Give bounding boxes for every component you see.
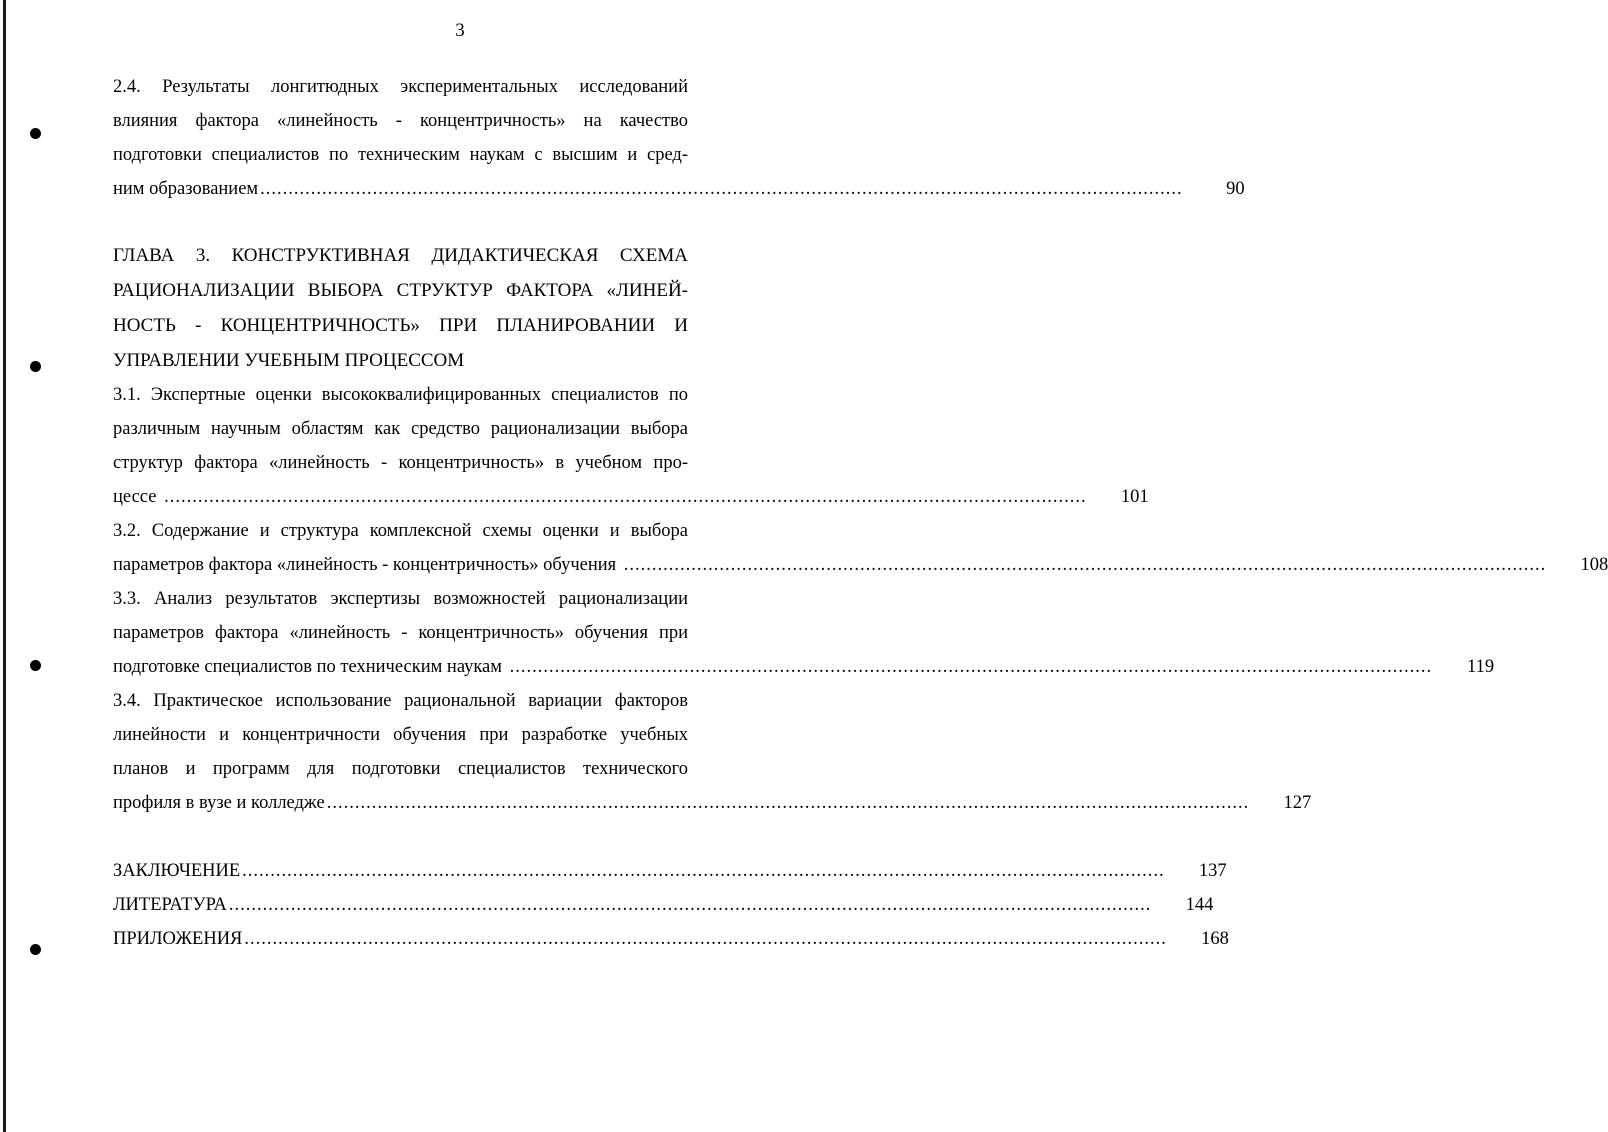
toc-line: параметров фактора «линейность - концентричность» обучения при [113,623,688,643]
toc-line: ЗАКЛЮЧЕНИЕ [113,861,241,881]
toc-line: 3.4. Практическое использование рациональной вариации факторов [113,691,688,711]
toc-entry-literature [113,888,1214,922]
toc-line: профиля в вузе и колледже [113,793,325,813]
dot-leader: .................................................................................................................................................................... [158,487,1087,507]
toc-line: подготовке специалистов по техническим наукам [113,657,502,677]
toc-line: 3.2. Содержание и структура комплексной схемы оценки и выбора [113,521,688,541]
toc-page-number: 119 [1467,657,1495,677]
hole-punch-mark [30,944,41,955]
toc-line: параметров фактора «линейность - концентричность» обучения [113,555,617,575]
toc-entry-conclusion [113,854,1227,888]
hole-punch-mark [30,660,41,671]
chapter-line: ГЛАВА 3. КОНСТРУКТИВНАЯ ДИДАКТИЧЕСКАЯ СХЕМА [113,245,688,266]
dot-leader: .................................................................................................................................................................... [244,929,1167,949]
toc-line: линейности и концентричности обучения при разработке учебных [113,725,688,745]
toc-line: планов и программ для подготовки специалистов технического [113,759,688,779]
toc-line: подготовки специалистов по техническим наукам с высшим и сред- [113,145,688,165]
hole-punch-mark [30,361,41,372]
page-number: 3 [455,20,465,41]
toc-line: ПРИЛОЖЕНИЯ [113,929,243,949]
toc-line: 3.1. Экспертные оценки высококвалифицированных специалистов по [113,385,688,405]
dot-leader: .................................................................................................................................................................... [326,793,1250,813]
dot-leader: .................................................................................................................................................................... [228,895,1152,915]
toc-entry-appendices [113,922,1229,956]
toc-entry-3-4 [113,684,1312,820]
toc-entry-3-3 [113,582,1495,684]
hole-punch-mark [30,128,41,139]
toc-entry-3-2 [113,514,1608,582]
toc-line: различным научным областям как средство рационализации выбора [113,419,688,439]
chapter-line: УПРАВЛЕНИИ УЧЕБНЫМ ПРОЦЕССОМ [113,350,465,371]
toc-line: 3.3. Анализ результатов экспертизы возможностей рационализации [113,589,688,609]
toc-page-number: 90 [1226,179,1245,199]
chapter-heading [113,238,728,378]
scan-border [3,0,6,1132]
toc-page-number: 144 [1185,895,1214,915]
table-of-contents [113,70,1608,956]
toc-line: 2.4. Результаты лонгитюдных экспериментальных исследований [113,77,688,97]
chapter-line: РАЦИОНАЛИЗАЦИИ ВЫБОРА СТРУКТУР ФАКТОРА «ЛИНЕЙ- [113,280,688,301]
toc-entry-2-4 [113,70,1245,206]
dot-leader: .................................................................................................................................................................... [242,861,1165,881]
toc-line: ЛИТЕРАТУРА [113,895,227,915]
toc-line: ним образованием [113,179,259,199]
dot-leader: .................................................................................................................................................................... [260,179,1183,199]
toc-page-number: 101 [1120,487,1149,507]
toc-line: цессе [113,487,157,507]
toc-page-number: 137 [1198,861,1227,881]
toc-page-number: 168 [1201,929,1229,949]
dot-leader: .................................................................................................................................................................... [503,657,1433,677]
toc-entry-3-1 [113,378,1149,514]
toc-line: структур фактора «линейность - концентричность» в учебном про- [113,453,688,473]
chapter-line: НОСТЬ - КОНЦЕНТРИЧНОСТЬ» ПРИ ПЛАНИРОВАНИИ И [113,315,688,336]
toc-page-number: 108 [1580,555,1608,575]
toc-line: влияния фактора «линейность - концентричность» на качество [113,111,688,131]
toc-page-number: 127 [1283,793,1312,813]
dot-leader: .................................................................................................................................................................... [618,555,1547,575]
